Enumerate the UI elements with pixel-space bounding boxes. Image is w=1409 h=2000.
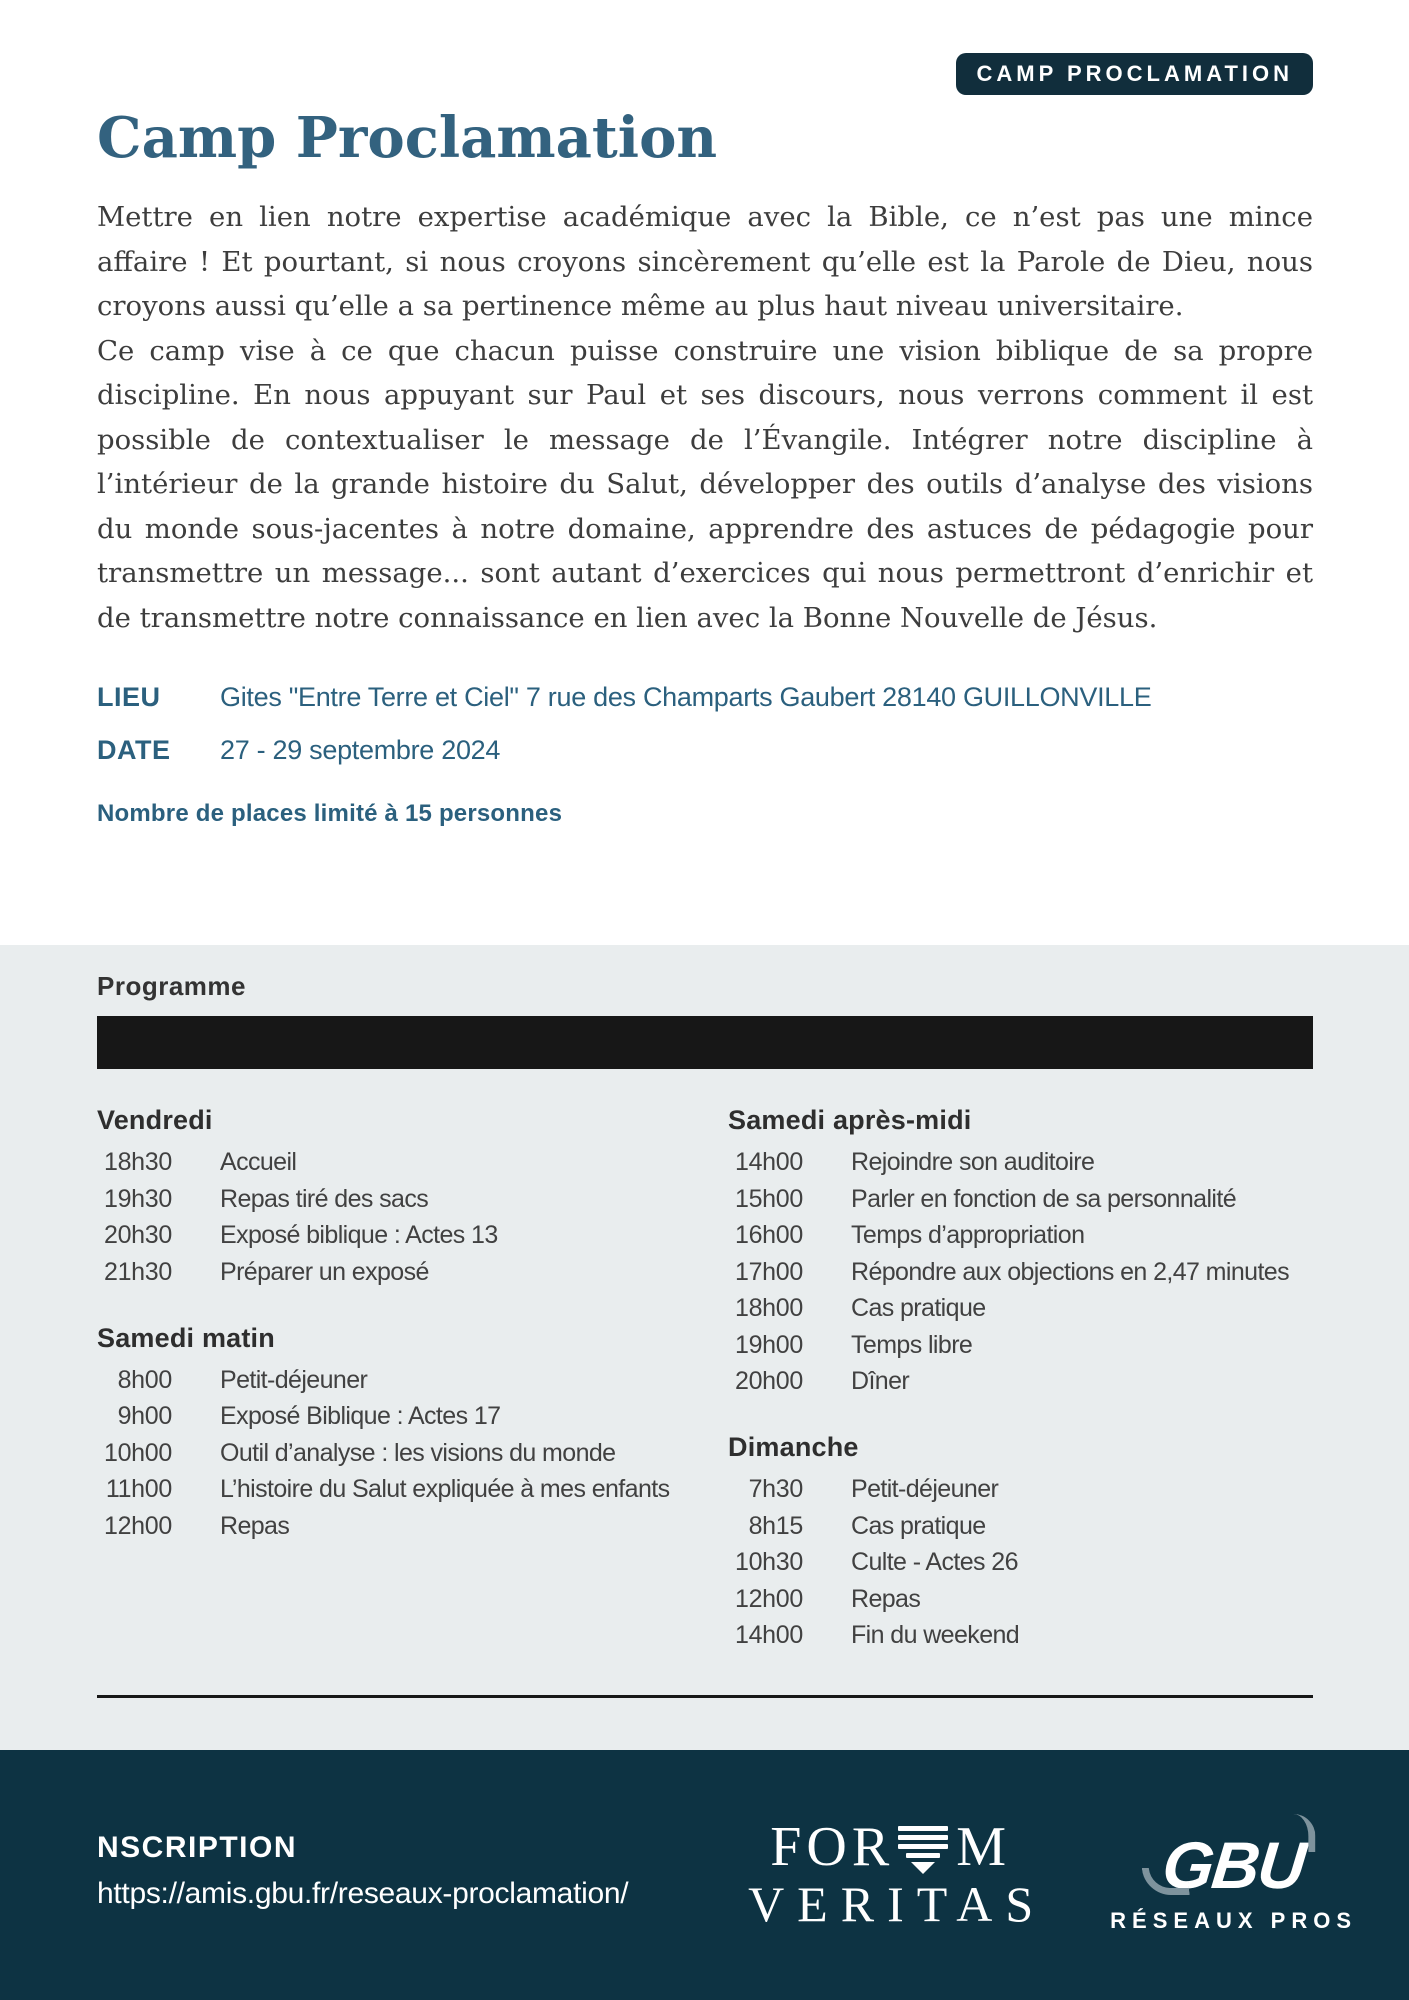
programme-heading: Programme — [97, 971, 246, 1001]
divider-top — [97, 1016, 1313, 1069]
schedule-time: 14h00 — [734, 1621, 803, 1649]
programme-section — [0, 945, 1409, 1750]
schedule-activity: Culte - Actes 26 — [851, 1548, 1018, 1576]
header-section — [0, 0, 1409, 945]
day-block-vendredi — [97, 1105, 728, 1289]
intro-paragraph-2: Ce camp vise à ce que chacun puisse construire une vision biblique de sa propre discipline. En nous appuyant sur Paul et ses discours, nous verrons comment il est possible de contextualiser le message de l’Évangile. Intégrer notre discipline à l’intérieur de la grande histoire du Salut, développer des outils d’analyse des visions du monde sous-jacentes à notre domaine, apprendre des astuces de pédagogie pour transmettre un message... sont autant d’exercices qui nous permettront d’enrichir et de transmettre notre connaissance en lien avec la Bonne Nouvelle de Jésus. — [97, 334, 1313, 634]
schedule-activity: Repas — [220, 1511, 290, 1540]
forum-veritas-wordmark — [735, 1818, 1046, 1876]
schedule-activity: Parler en fonction de sa personnalité — [851, 1184, 1237, 1213]
schedule-row — [728, 1365, 1313, 1398]
schedule-activity: Exposé Biblique : Actes 17 — [220, 1402, 501, 1430]
schedule-time: 12h00 — [103, 1511, 172, 1540]
schedule-activity: Petit-déjeuner — [851, 1475, 999, 1503]
schedule-time: 9h00 — [117, 1402, 172, 1430]
day-block-dimanche — [728, 1432, 1313, 1652]
schedule-columns — [97, 1105, 1313, 1656]
schedule-activity: Accueil — [220, 1148, 297, 1176]
schedule-time: 17h00 — [734, 1257, 803, 1286]
schedule-row — [97, 1510, 728, 1543]
date-label: DATE — [97, 735, 171, 765]
date-row — [97, 735, 1313, 766]
schedule-column-left — [97, 1105, 728, 1656]
schedule-row — [97, 1364, 728, 1397]
schedule-row — [728, 1146, 1313, 1179]
schedule-row — [728, 1546, 1313, 1579]
forum-text-left: FOR — [770, 1816, 895, 1878]
schedule-activity: Temps libre — [851, 1330, 973, 1359]
camp-badge: CAMP PROCLAMATION — [956, 53, 1313, 95]
date-value: 27 - 29 septembre 2024 — [220, 735, 501, 765]
forum-veritas-logo — [735, 1818, 1046, 1932]
schedule-time: 8h00 — [117, 1365, 172, 1394]
inscription-url-link[interactable]: https://amis.gbu.fr/reseaux-proclamation/ — [97, 1877, 629, 1910]
schedule-row — [97, 1256, 728, 1289]
schedule-activity: Outil d’analyse : les visions du monde — [220, 1438, 616, 1467]
day-header-samedi-matin: Samedi matin — [97, 1322, 275, 1353]
schedule-time: 10h00 — [103, 1438, 172, 1467]
schedule-time: 12h00 — [734, 1584, 803, 1613]
intro-text — [97, 195, 1313, 640]
schedule-row — [97, 1437, 728, 1470]
schedule-time: 8h15 — [748, 1511, 803, 1540]
schedule-row — [728, 1292, 1313, 1325]
day-header-samedi-apres-midi: Samedi après-midi — [728, 1105, 972, 1135]
intro-paragraph-1: Mettre en lien notre expertise académique avec la Bible, ce n’est pas une mince affaire ! Et pourtant, si nous croyons sincèrement qu’elle est la Parole de Dieu, nous croyons aussi qu’elle a sa pertinence même au plus haut niveau universitaire. — [97, 201, 1313, 322]
schedule-row — [97, 1400, 728, 1433]
page-title: Camp Proclamation — [97, 105, 718, 171]
schedule-time: 10h30 — [734, 1548, 803, 1576]
schedule-row — [728, 1329, 1313, 1362]
schedule-activity: Répondre aux objections en 2,47 minutes — [851, 1257, 1290, 1286]
schedule-row — [728, 1619, 1313, 1652]
gbu-wordmark: GBU — [1159, 1828, 1308, 1902]
footer-section — [0, 1750, 1409, 2000]
schedule-activity: L’histoire du Salut expliquée à mes enfants — [220, 1475, 670, 1503]
schedule-activity: Repas tiré des sacs — [220, 1184, 429, 1213]
day-header-dimanche: Dimanche — [728, 1432, 859, 1462]
capacity-note: Nombre de places limité à 15 personnes — [97, 800, 563, 827]
schedule-row — [97, 1183, 728, 1216]
schedule-row — [728, 1583, 1313, 1616]
schedule-activity: Exposé biblique : Actes 13 — [220, 1221, 498, 1249]
schedule-activity: Rejoindre son auditoire — [851, 1148, 1095, 1176]
schedule-time: 19h00 — [734, 1330, 803, 1359]
schedule-time: 7h30 — [748, 1475, 803, 1503]
schedule-row — [728, 1510, 1313, 1543]
schedule-time: 16h00 — [734, 1221, 803, 1249]
schedule-activity: Cas pratique — [851, 1511, 986, 1540]
schedule-row — [728, 1256, 1313, 1289]
schedule-row — [728, 1473, 1313, 1506]
schedule-time: 11h00 — [105, 1475, 172, 1503]
lieu-value: Gites "Entre Terre et Ciel" 7 rue des Champarts Gaubert 28140 GUILLONVILLE — [220, 682, 1152, 712]
schedule-activity: Cas pratique — [851, 1294, 986, 1322]
schedule-activity: Dîner — [851, 1367, 910, 1395]
badge-row — [97, 53, 1313, 95]
day-header-vendredi: Vendredi — [97, 1105, 213, 1135]
gbu-tagline: RÉSEAUX PROS — [1110, 1908, 1357, 1933]
lieu-label: LIEU — [97, 682, 161, 712]
schedule-time: 15h00 — [734, 1184, 803, 1213]
forum-u-shield-icon — [898, 1826, 948, 1874]
day-block-samedi-matin — [97, 1323, 728, 1543]
schedule-time: 20h30 — [103, 1221, 172, 1249]
schedule-row — [97, 1473, 728, 1506]
schedule-column-right — [728, 1105, 1313, 1656]
divider-bottom — [97, 1695, 1313, 1698]
schedule-activity: Petit-déjeuner — [220, 1365, 368, 1394]
schedule-time: 18h30 — [103, 1148, 172, 1176]
schedule-row — [728, 1219, 1313, 1252]
schedule-row — [728, 1183, 1313, 1216]
schedule-time: 20h00 — [734, 1367, 803, 1395]
gbu-logo — [1110, 1830, 1357, 1934]
veritas-text: VERITAS — [748, 1876, 1047, 1932]
day-block-samedi-apres-midi — [728, 1105, 1313, 1398]
schedule-row — [97, 1146, 728, 1179]
schedule-time: 14h00 — [734, 1148, 803, 1176]
lieu-row — [97, 682, 1313, 713]
forum-text-right: M — [956, 1816, 1011, 1878]
schedule-row — [97, 1219, 728, 1252]
schedule-activity: Temps d’appropriation — [851, 1221, 1085, 1249]
inscription-label: NSCRIPTION — [97, 1831, 298, 1864]
schedule-activity: Fin du weekend — [851, 1621, 1020, 1649]
schedule-activity: Préparer un exposé — [220, 1257, 429, 1286]
inscription-block — [97, 1831, 628, 1911]
schedule-activity: Repas — [851, 1584, 921, 1613]
schedule-time: 19h30 — [103, 1184, 172, 1213]
schedule-time: 21h30 — [103, 1257, 172, 1286]
schedule-time: 18h00 — [734, 1294, 803, 1322]
